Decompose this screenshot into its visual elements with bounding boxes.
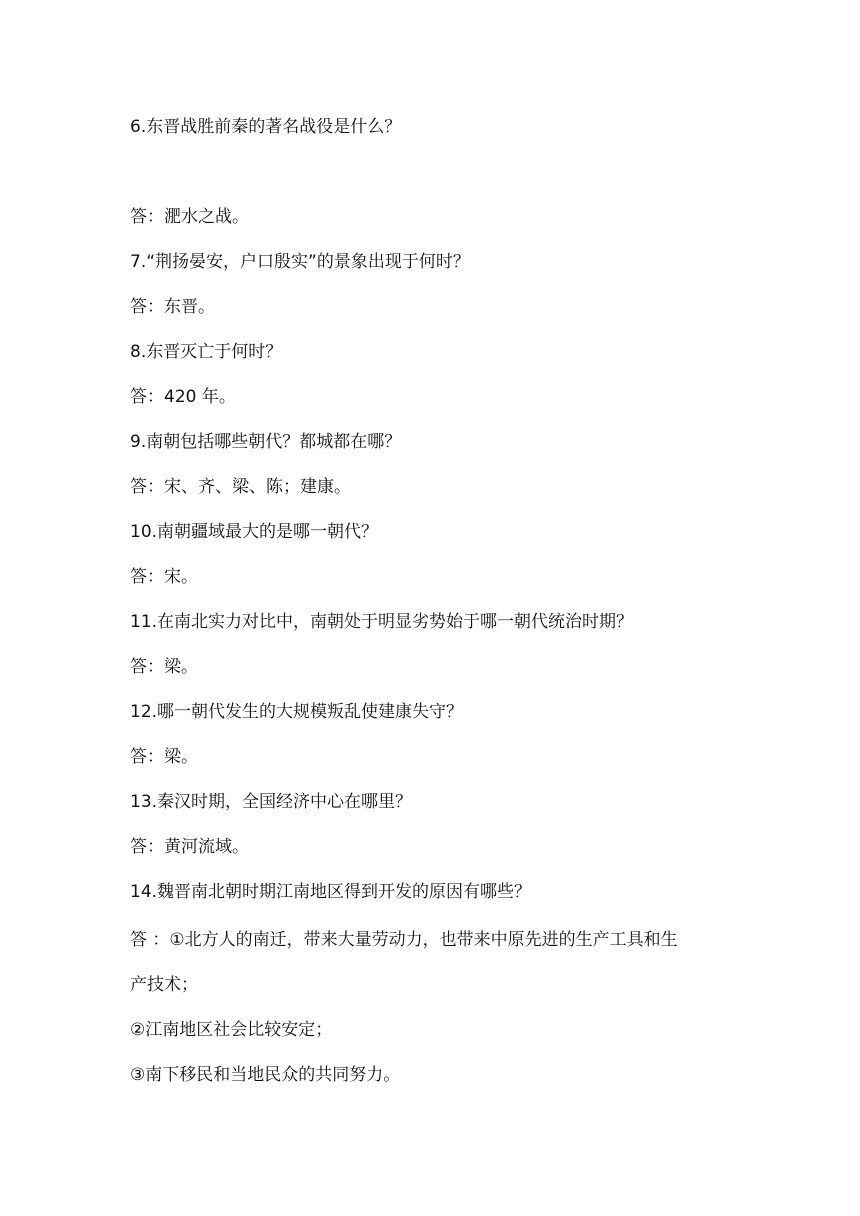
- question-14: 14.魏晋南北朝时期江南地区得到开发的原因有哪些？: [130, 882, 532, 902]
- answer-8: 答：420 年。: [130, 387, 236, 407]
- answer-9: 答：宋、齐、梁、陈；建康。: [130, 477, 351, 497]
- question-8: 8.东晋灭亡于何时？: [130, 342, 283, 362]
- answer-6: 答：淝水之战。: [130, 207, 249, 227]
- answer-12: 答：梁。: [130, 747, 198, 767]
- question-13: 13.秦汉时期，全国经济中心在哪里？: [130, 792, 413, 812]
- answer-14-point-3: ③南下移民和当地民众的共同努力。: [130, 1065, 401, 1085]
- answer-13: 答：黄河流域。: [130, 837, 249, 857]
- answer-14-line-1: 答 ：①北方人的南迁，带来大量劳动力，也带来中原先进的生产工具和生: [130, 930, 678, 950]
- question-6: 6.东晋战胜前秦的著名战役是什么？: [130, 117, 402, 137]
- answer-11: 答：梁。: [130, 657, 198, 677]
- question-11: 11.在南北实力对比中，南朝处于明显劣势始于哪一朝代统治时期？: [130, 612, 634, 632]
- answer-7: 答：东晋。: [130, 297, 215, 317]
- question-10: 10.南朝疆域最大的是哪一朝代？: [130, 522, 379, 542]
- answer-14-point-2: ②江南地区社会比较安定；: [130, 1020, 333, 1040]
- question-9: 9.南朝包括哪些朝代？都城都在哪？: [130, 432, 402, 452]
- question-12: 12.哪一朝代发生的大规模叛乱使建康失守？: [130, 702, 464, 722]
- answer-10: 答：宋。: [130, 567, 198, 587]
- answer-14-line-2: 产技术；: [130, 975, 198, 995]
- question-7: 7.“荆扬晏安，户口殷实”的景象出现于何时？: [130, 252, 470, 272]
